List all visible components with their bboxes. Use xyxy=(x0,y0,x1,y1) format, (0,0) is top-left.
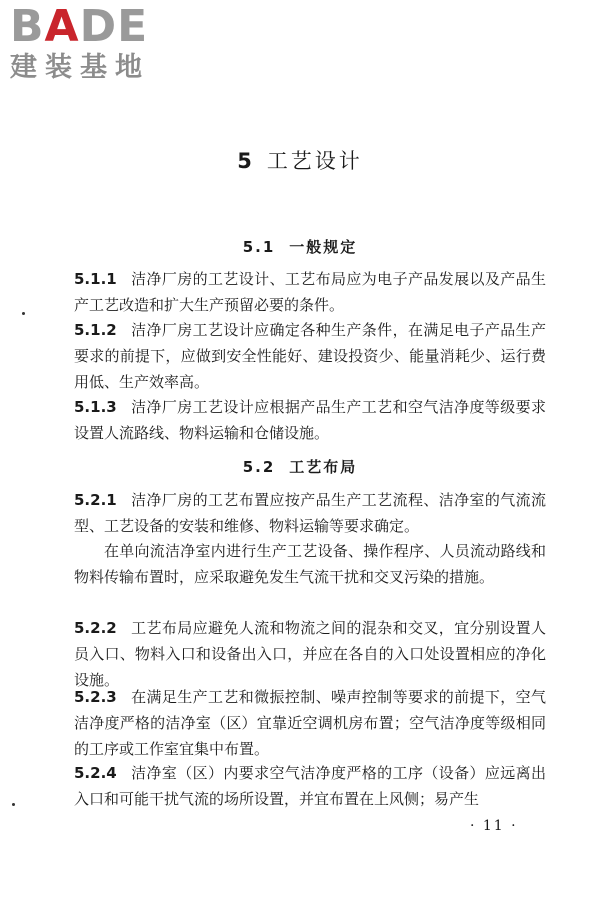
clause xyxy=(74,684,546,762)
page-number: · 11 · xyxy=(470,818,518,834)
section-title xyxy=(0,236,600,257)
clause xyxy=(74,317,546,395)
clause-number: 5.1.3 xyxy=(74,398,117,416)
section-title xyxy=(0,456,600,477)
logo-subtitle: 建装基地 xyxy=(10,52,150,83)
section-title-text: 工艺布局 xyxy=(289,458,358,476)
clause-text: 工艺布局应避免人流和物流之间的混杂和交叉，宜分别设置人员入口、物料入口和设备出入口，并应在各自的入口处设置相应的净化设施。 xyxy=(74,619,546,689)
logo-letter: B xyxy=(10,1,45,52)
clause-number: 5.2.4 xyxy=(74,764,117,782)
scan-speck xyxy=(22,312,25,315)
logo-letters: DE xyxy=(79,1,149,52)
clause xyxy=(74,615,546,693)
chapter-number: 5 xyxy=(237,149,255,173)
chapter-title xyxy=(0,145,600,175)
clause-text: 洁净厂房的工艺设计、工艺布局应为电子产品发展以及产品生产工艺改造和扩大生产预留必要的条件。 xyxy=(74,270,546,314)
clause xyxy=(74,760,546,812)
section-number: 5.1 xyxy=(242,238,276,256)
logo xyxy=(10,1,175,84)
logo-wordmark xyxy=(10,1,175,52)
clause-number: 5.1.1 xyxy=(74,270,117,288)
clause-number: 5.2.3 xyxy=(74,688,117,706)
clause xyxy=(74,394,546,446)
clause-continuation: 在单向流洁净室内进行生产工艺设备、操作程序、人员流动路线和物料传输布置时，应采取避免发生气流干扰和交叉污染的措施。 xyxy=(74,542,546,586)
section-number: 5.2 xyxy=(242,458,276,476)
clause-number: 5.1.2 xyxy=(74,321,117,339)
clause-text: 洁净厂房工艺设计应根据产品生产工艺和空气洁净度等级要求设置人流路线、物料运输和仓储设施。 xyxy=(74,398,546,442)
clause-text: 洁净厂房的工艺布置应按产品生产工艺流程、洁净室的气流流型、工艺设备的安装和维修、物料运输等要求确定。 xyxy=(74,491,546,535)
clause-text: 洁净厂房工艺设计应确定各种生产条件，在满足电子产品生产要求的前提下，应做到安全性能好、建设投资少、能量消耗少、运行费用低、生产效率高。 xyxy=(74,321,546,391)
clause xyxy=(74,487,546,539)
clause xyxy=(74,266,546,318)
section-title-text: 一般规定 xyxy=(289,238,358,256)
logo-letter-accent: A xyxy=(44,1,80,52)
chapter-title-text: 工艺设计 xyxy=(266,149,363,173)
clause-text: 洁净室（区）内要求空气洁净度严格的工序（设备）应远离出入口和可能干扰气流的场所设置，并宜布置在上风侧；易产生 xyxy=(74,764,546,808)
scan-speck xyxy=(12,803,15,806)
clause-text: 在满足生产工艺和微振控制、噪声控制等要求的前提下，空气洁净度严格的洁净室（区）宜靠近空调机房布置；空气洁净度等级相同的工序或工作室宜集中布置。 xyxy=(74,688,546,758)
clause-number: 5.2.1 xyxy=(74,491,117,509)
clause-number: 5.2.2 xyxy=(74,619,117,637)
